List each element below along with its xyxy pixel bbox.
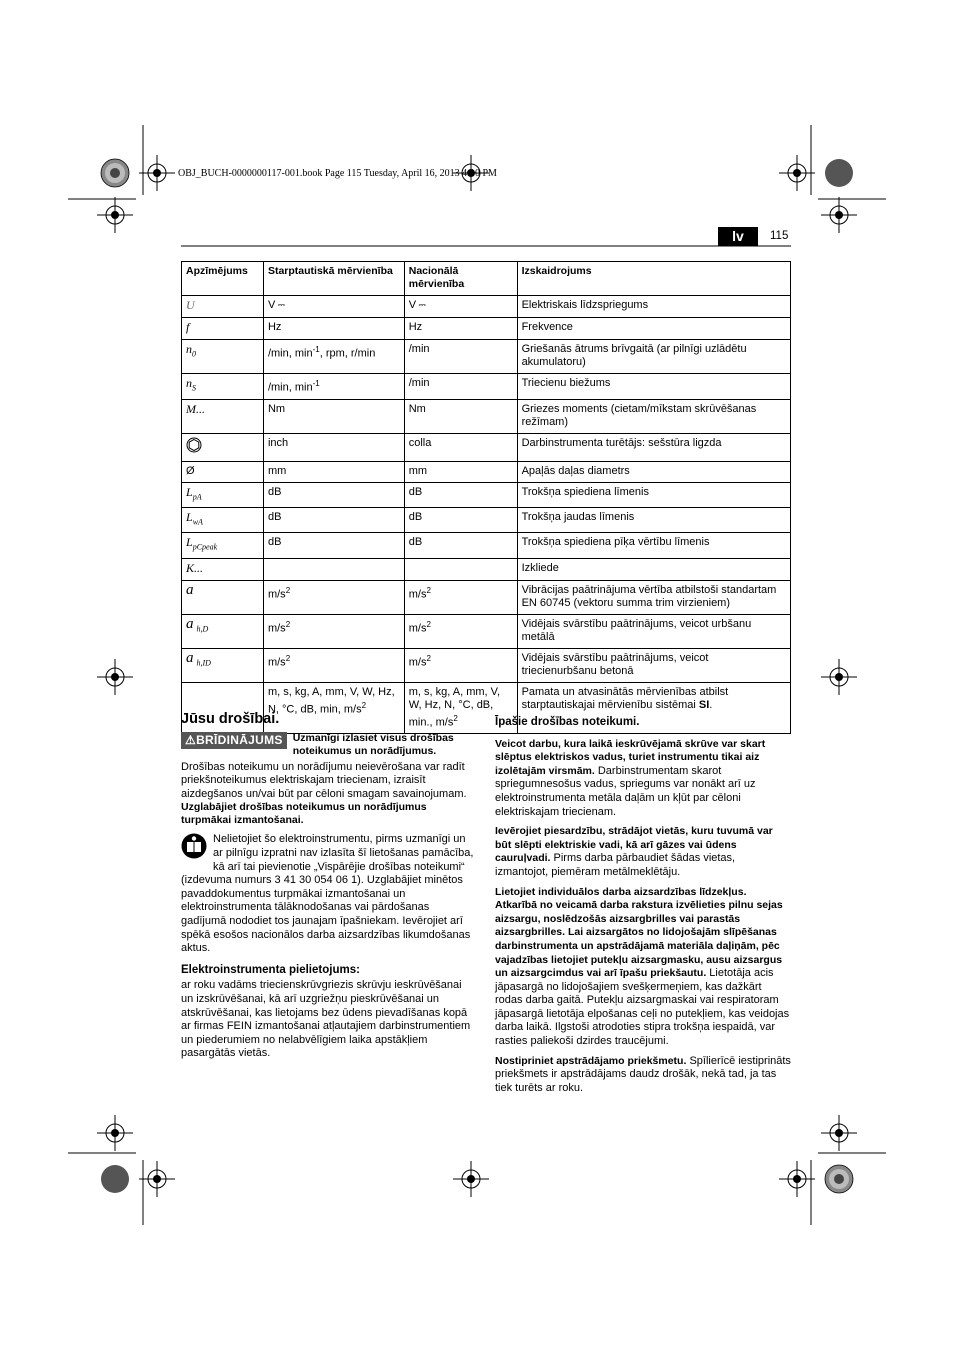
unit-intl: dB [263,482,404,507]
unit-nat: colla [404,433,517,461]
explanation: Griezes moments (cietam/mīkstam skrūvēšanas režīmam) [517,399,790,433]
explanation: Vibrācijas paātrinājuma vērtība atbilstoši standartam EN 60745 (vektoru summa trim virzieniem) [517,580,790,614]
unit-nat: Nm [404,399,517,433]
explanation: Trokšņa spiediena pīķa vērtību līmenis [517,533,790,558]
page-number: 115 [770,230,789,242]
explanation: Trokšņa spiediena līmenis [517,482,790,507]
dc-symbol-icon: ⎓ [416,300,426,310]
right-column [495,716,791,1095]
unit-nat: $m/s^2$ [404,580,517,614]
paragraph-bold: Nostipriniet apstrādājamo priekšmetu. [495,1054,687,1067]
explanation: Elektriskais līdzspriegums [517,296,790,318]
paragraph: Nelietojiet šo elektroinstrumentu, pirms uzmanīgi un ar pilnīgu izpratni nav izlasīta šī lietošanas pamācība, kā arī tai pievienotie „Vispārējie drošības noteikumi“ (izdevuma numurs 3 41 30 054 06 1). Uzglabājiet minētos pavaddokumentus turpmākai izmantošanai un elektroinstrumenta tālāknodošanas vai pārdošanas gadījumā nododiet tos jaunajam īpašniekam. Ievērojiet arī spēkā esošos nacionālos darba aizsardzības likumdošanas aktus. [181,833,474,955]
paragraph [495,738,791,820]
left-column [181,713,475,1061]
explanation: Apaļās daļas diametrs [517,461,790,482]
subsection-title: Elektroinstrumenta pielietojums: [181,963,360,976]
unit-intl: Nm [263,399,404,433]
symbol-u: U [186,298,195,312]
table-row [182,482,791,507]
unit-intl: $m/s^2$ [263,580,404,614]
paragraph [495,1055,791,1096]
table-row [182,340,791,374]
table-row [182,296,791,318]
table-row [182,614,791,648]
unit-intl: $m/s^2$ [263,614,404,648]
unit-nat: V [408,299,417,311]
symbol-k: K... [186,560,204,575]
unit-intl: $m/s^2$ [263,648,404,682]
section-title: Jūsu drošībai. [181,711,280,727]
header-international-unit: Starptautiskā mērvienība [263,262,404,296]
symbol-lpcpeak: $L_{pCpeak}$ [186,535,218,552]
unit-intl: mm [263,461,404,482]
file-info-line: OBJ_BUCH-0000000117-001.book Page 115 Tuesday, April 16, 2013 4:10 PM [178,168,497,179]
symbol-f: f [186,320,190,334]
unit-nat: m, s, kg, A, mm, V, W, Hz, N, °C, dB, min., $m/s^2$ [404,682,517,734]
symbol-a: a [186,581,194,598]
symbol-n0: $n_0$ [186,342,196,359]
warning-triangle-icon: ⚠ [185,732,197,747]
section-title: Īpašie drošības noteikumi. [495,716,640,728]
paragraph-text: Pirms darba pārbaudiet šādas vietas, izmantojot, piemēram metālmeklētāju. [495,852,736,878]
dc-symbol-icon: ⎓ [275,300,285,310]
unit-nat: dB [404,533,517,558]
explanation: Triecienu biežums [517,374,790,400]
symbol-lwa: $L_{wA}$ [186,510,203,527]
explanation: Darbinstrumenta turētājs: sešstūra ligzda [517,433,790,461]
warning-badge-label: BRĪDINĀJUMS [196,732,283,747]
unit-nat: /min [404,374,517,400]
unit-intl: dB [263,508,404,533]
unit-nat: dB [404,508,517,533]
explanation: Vidējais svārstību paātrinājums, veicot triecienurbšanu betonā [517,648,790,682]
table-row [182,399,791,433]
read-manual-icon [181,833,207,859]
explanation: Vidējais svārstību paātrinājums, veicot urbšanu metālā [517,614,790,648]
unit-nat: dB [404,482,517,507]
warning-text: Uzmanīgi izlasiet visus drošības noteikumus un norādījumus. [292,731,454,757]
manual-notice [181,833,475,955]
warning-block [181,732,475,758]
header-national-unit: Nacionālā mērvienība [404,262,517,296]
header-symbol: Apzīmējums [182,262,264,296]
table-row [182,433,791,461]
hex-socket-icon [186,437,202,453]
unit-intl: dB [263,533,404,558]
symbol-m: M... [186,401,205,416]
symbols-table [181,261,791,734]
paragraph-bold: Lietojiet individuālos darba aizsardzības līdzekļus. Atkarībā no veicamā darba rakstura izvēlieties pilnu sejas aizsargu, noslēdzošās aizsargbrilles vai parastās aizsargbrilles. Lai aizsargātos no lidojošajām slīpēšanas darbinstrumenta un apstrādājamā materiāla daļiņām, pēc vajadzības lietojiet putekļu aizsargmasku, ausu aizsargus un aizsargcimdus vai arī īpašu priekšautu. [495,885,783,980]
paragraph [495,825,791,879]
table-row [182,648,791,682]
explanation: Trokšņa jaudas līmenis [517,508,790,533]
table-row [182,508,791,533]
paragraph-text: Spīlierīcē iestiprināts priekšmets ir apstrādājams daudz drošāk, nekā tad, ja tas tiek turēts ar roku. [495,1054,791,1094]
symbol-lpa: $L_{pA}$ [186,484,202,502]
symbol-ns: $n_S$ [186,376,196,393]
header-explanation: Izskaidrojums [517,262,790,296]
symbol-ahd: a $_{h,D}$ [186,615,209,634]
symbol-diameter: Ø [182,461,264,482]
unit-nat: $m/s^2$ [404,648,517,682]
unit-nat: /min [404,340,517,374]
explanation: Griešanās ātrums brīvgaitā (ar pilnīgi uzlādētu akumulatoru) [517,340,790,374]
unit-nat: Hz [404,318,517,340]
symbol-ahid: a $_{h,ID}$ [186,649,211,668]
paragraph-bold: Veicot darbu, kura laikā ieskrūvējamā skrūve var skart slēptus elektriskos vadus, turiet instrumentu tikai aiz izolētajām virsmām. [495,737,766,777]
unit-intl: inch [263,433,404,461]
table-row [182,461,791,482]
unit-intl: m, s, kg, A, mm, V, W, Hz, N, °C, dB, min, $m/s^2$ [263,682,404,734]
unit-intl: V [267,299,276,311]
unit-nat: $m/s^2$ [404,614,517,648]
unit-intl [263,558,404,580]
unit-nat [404,558,517,580]
paragraph: ar roku vadāms triecienskrūvgriezis skrūvju ieskrūvēšanai un izskrūvēšanai, kā arī uzgriežņu pieskrūvēšanai un atskrūvēšanai, kas lietojams bez ūdens pievadīšanas kopā ar firmas FEIN izmantošanai atļautajiem darbinstrumentiem un piederumiem no nelabvēlīgiem laika apstākļiem pasargātās vietās. [181,979,471,1060]
table-row [182,580,791,614]
unit-nat: mm [404,461,517,482]
language-tab: lv [718,227,758,246]
paragraph-bold: Ievērojiet piesardzību, strādājot vietās, kuru tuvumā var būt slēpti elektriskie vadi, kā arī gāzes vai ūdens cauruļvadi. [495,825,773,865]
paragraph [495,886,791,1049]
unit-intl: /min, $\min^{-1}$ [263,374,404,400]
explanation: Izkliede [517,558,790,580]
paragraph-text: Lietotāja acis jāpasargā no lidojošajiem svešķermeņiem, kas dažkārt rodas darba gaitā. Putekļu aizsargmaskai vai respiratoram jāpasargā lietotāja elpošanas ceļi no putekļiem, kas veidojas darba laikā. Ilgstoši atrodoties stipra trokšņa iespaidā, var rasties paliekoši dzirdes traucējumi. [495,967,790,1048]
paragraph: Drošības noteikumu un norādījumu neievērošana var radīt priekšnoteikumus elektriskajam triecienam, izraisīt aizdegšanos un/vai būt par cēloni smagam savainojumam. [181,760,467,800]
explanation: Pamata un atvasinātās mērvienības atbilst starptautiskajai mērvienību sistēmai SI. [517,682,790,734]
table-row [182,318,791,340]
table-header-row [182,262,791,296]
unit-intl: /min, $\min^{-1}$, rpm, r/min [263,340,404,374]
warning-badge [181,732,287,750]
paragraph-text: Darbinstrumentam skarot spriegumnesošus vadus, spriegums var nonākt arī uz elektroinstrumenta metāla daļām un kļūt par cēloni elektriskajam triecienam. [495,764,756,818]
unit-intl: Hz [263,318,404,340]
table-row [182,558,791,580]
table-row [182,374,791,400]
table-row [182,533,791,558]
explanation: Frekvence [517,318,790,340]
paragraph-bold: Uzglabājiet drošības noteikumus un norādījumus turpmākai izmantošanai. [181,801,427,827]
